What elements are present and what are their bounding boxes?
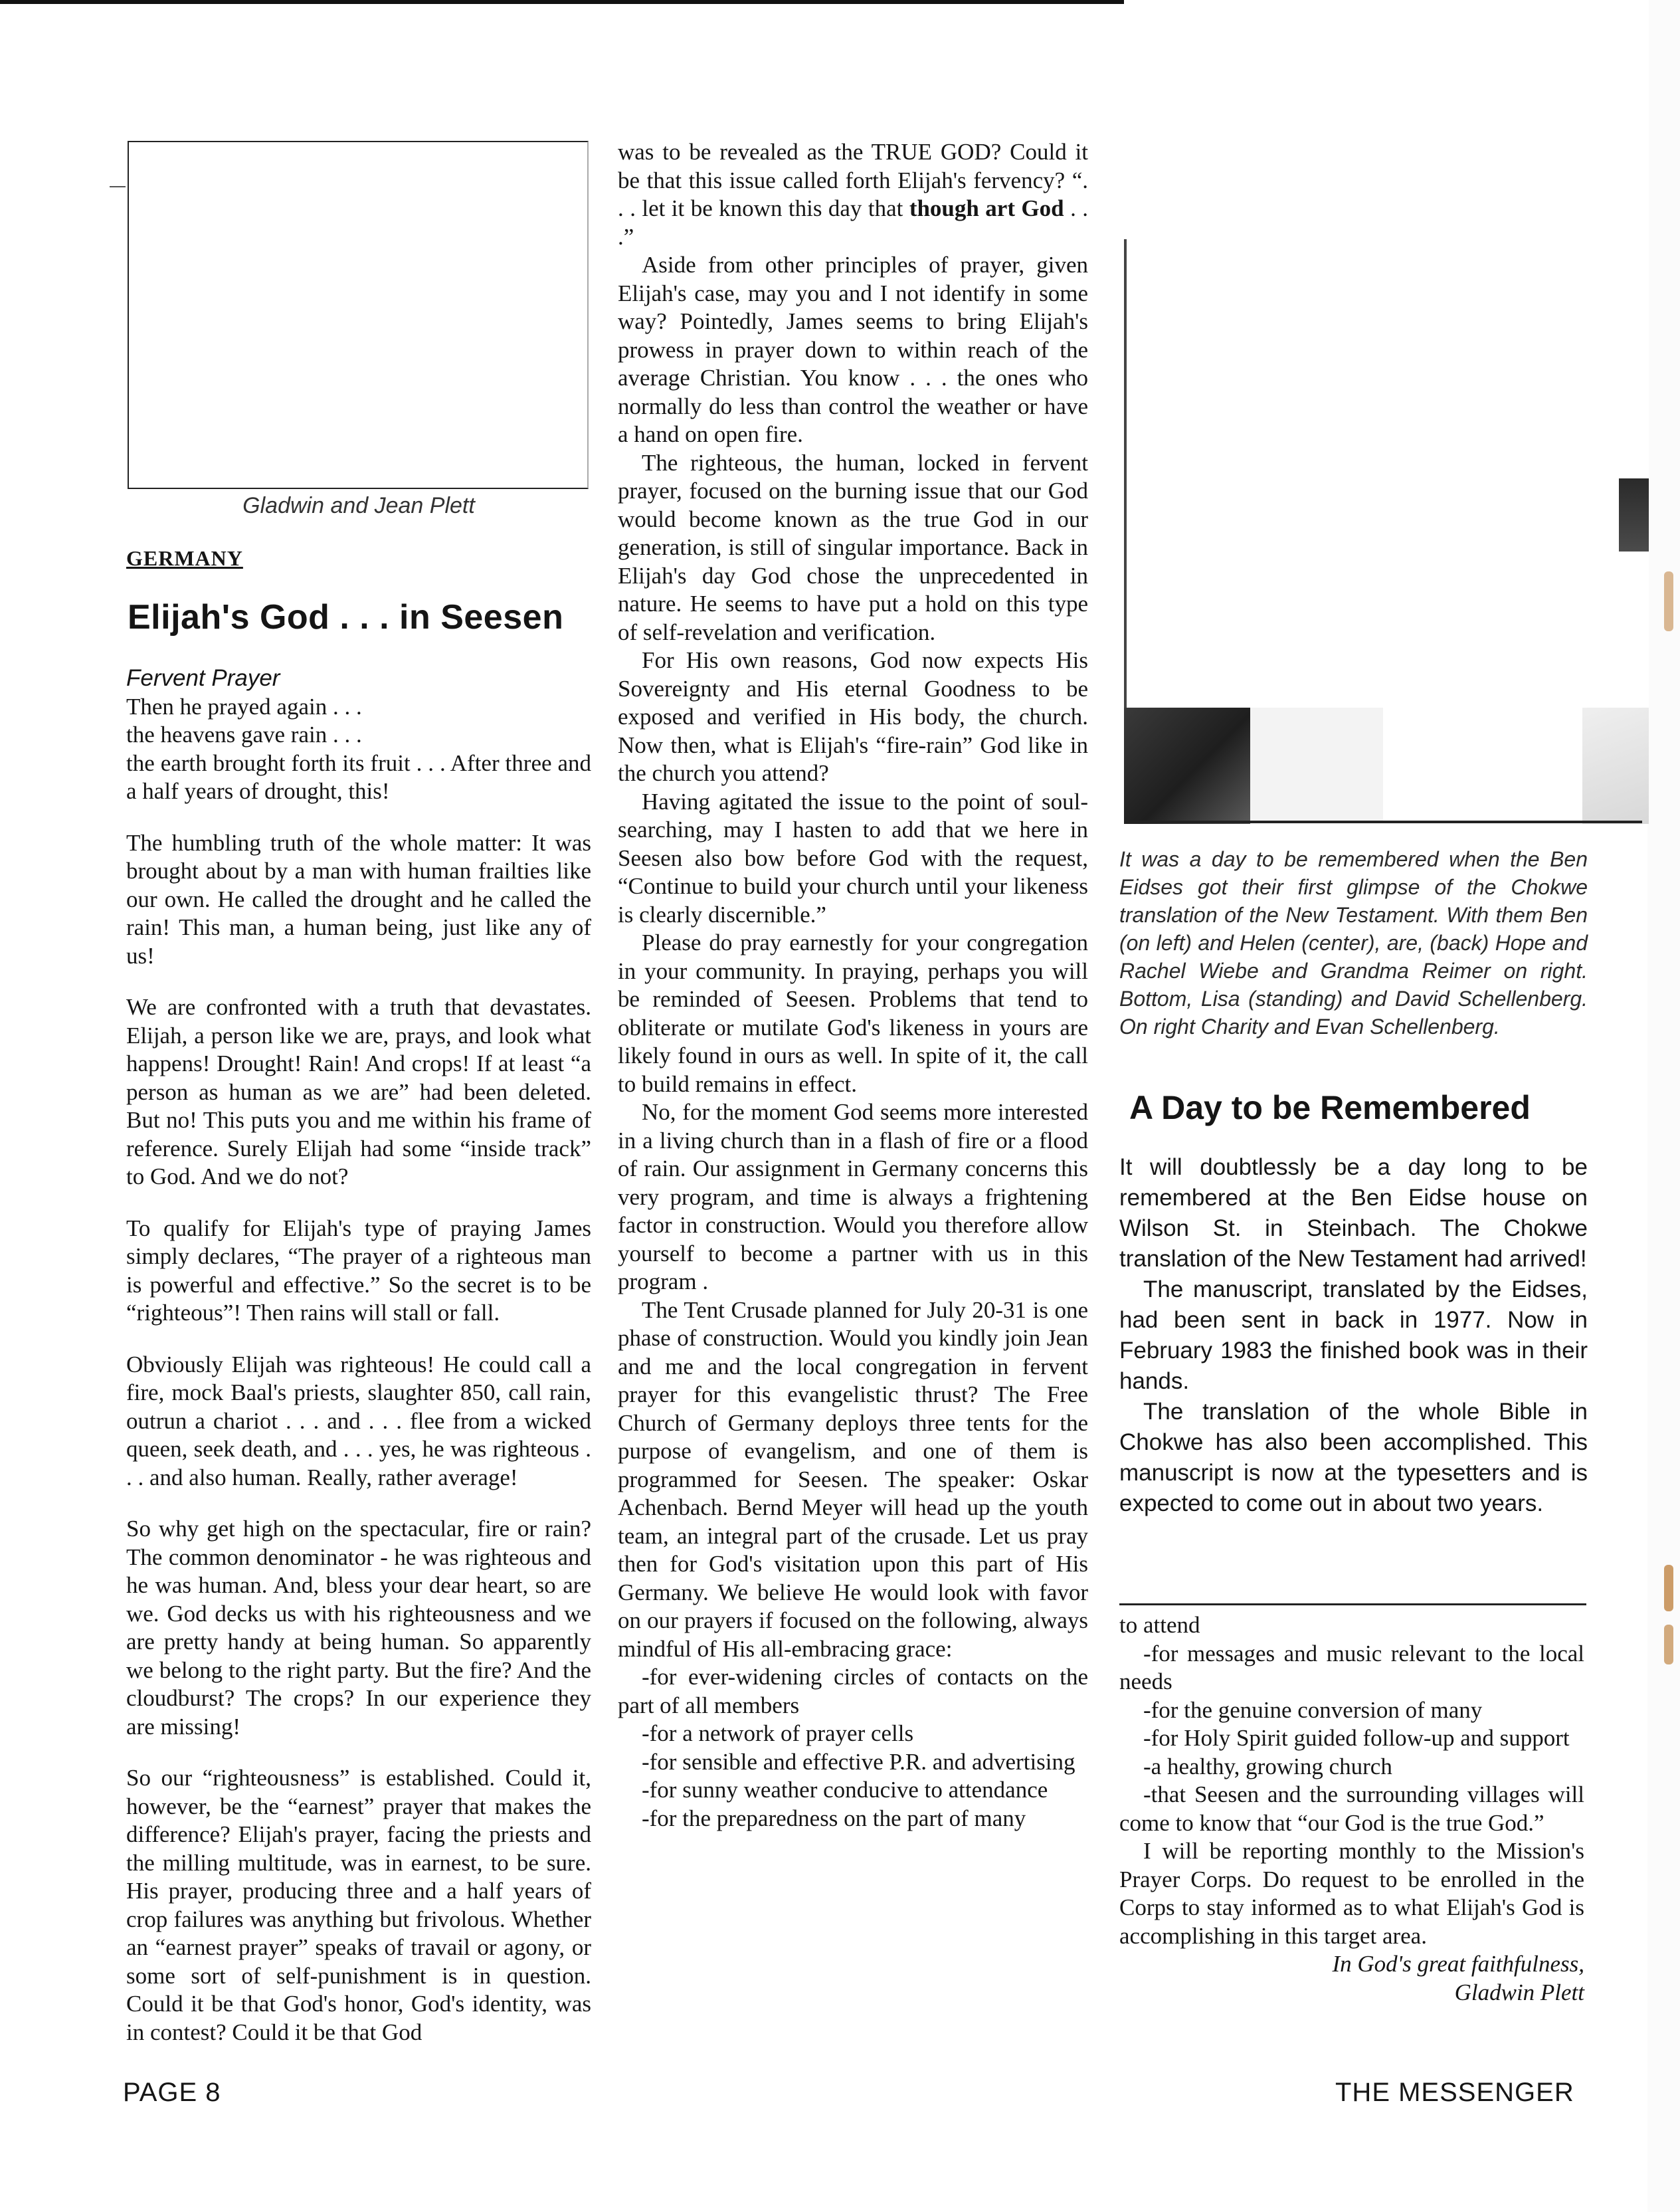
page-number: PAGE 8	[123, 2078, 221, 2107]
prayer-list-item: -for sensible and effective P.R. and advertising	[642, 1748, 1075, 1775]
prayer-list-item: -that Seesen and the surrounding villages will come to know that “our God is the true God.”	[1119, 1781, 1584, 1836]
body-paragraph: to attend	[1119, 1612, 1200, 1638]
prayer-list-item: -for Holy Spirit guided follow-up and support	[1143, 1725, 1570, 1751]
body-paragraph: The Tent Crusade planned for July 20-31 is one phase of construction. Would you kindly join Jean and me and the local congregation in fervent prayer for this evangelistic thrust? The Free Church of Germany deploys three tents for the purpose of evangelism, and one of them is programmed for Seesen. The speaker: Oskar Achenbach. Bernd Meyer will head up the youth team, an integral part of the crusade. Let us pray then for God's visitation upon this part of His Germany. We believe He would look with favor on our prayers if focused on the following, always mindful of His all-embracing grace:	[618, 1296, 1088, 1662]
column-divider-rule	[1119, 1603, 1586, 1605]
prayer-list-item: -a healthy, growing church	[1143, 1753, 1392, 1779]
body-paragraph: I will be reporting monthly to the Mission's Prayer Corps. Do request to be enrolled in the Corps to stay informed as to what Elijah's God is accomplishing in this target area.	[1119, 1838, 1584, 1949]
signature-name: Gladwin Plett	[1454, 1979, 1584, 2005]
body-paragraph: Obviously Elijah was righteous! He could call a fire, mock Baal's priests, slaughter 850, call rain, outrun a chariot . . . and . . . flee from a wicked queen, seek death, and . . . yes, he was righteous . . . and also human. Really, rather average!	[126, 1351, 591, 1490]
paper-stain	[1664, 571, 1673, 631]
body-text: . . .”	[618, 195, 1089, 250]
body-paragraph: So why get high on the spectacular, fire or rain? The common denominator - he was righteous and he was human. And, bless your dear heart, so are we. God decks us with his righteousness and we are pretty handy at being human. So apparently we belong to the right party. But the fire? And the cloudburst? The crops? In our experience they are missing!	[126, 1516, 591, 1740]
body-paragraph: No, for the moment God seems more interested in a living church than in a flash of fire or a flood of rain. Our assignment in Germany concerns this very program, and time is always a frightening factor in construction. Would you therefore allow yourself to become a partner with us in this program .	[618, 1099, 1088, 1294]
body-paragraph: The translation of the whole Bible in Chokwe has also been accomplished. This manuscript is now at the typesetters and is expected to come out in about two years.	[1119, 1399, 1588, 1516]
photo-right-corner	[1582, 708, 1649, 824]
photo-crop-mark	[110, 186, 126, 187]
body-text-bold: though art God	[909, 195, 1064, 221]
column-3-article	[1119, 1152, 1588, 1519]
photo-face-fragment	[1619, 478, 1649, 552]
body-paragraph: We are confronted with a truth that devastates. Elijah, a person like we are, prays, and look what happens! Drought! Rain! And crops! If at least “a person as human as we are” had been deleted. But no! This puts you and me within his frame of reference. Surely Elijah had some “inside track” to God. And we do not?	[126, 994, 591, 1189]
body-paragraph: The manuscript, translated by the Eidses, had been sent in back in 1977. Now in February 1983 the finished book was in their hands.	[1119, 1276, 1588, 1394]
prayer-list-item: -for the genuine conversion of many	[1143, 1696, 1483, 1723]
column-3-continuation	[1119, 1611, 1584, 2007]
photo-light-area	[1250, 708, 1383, 821]
body-paragraph: To qualify for Elijah's type of praying James simply declares, “The prayer of a righteous man is powerful and effective.” So the secret is to be “righteous”! Then rains will stall or fall.	[126, 1215, 591, 1326]
photo-bottom-edge	[1124, 821, 1642, 823]
article-subhead: Fervent Prayer	[126, 665, 280, 691]
prayer-list-item: -for a network of prayer cells	[642, 1720, 914, 1746]
body-paragraph: It will doubtlessly be a day long to be remembered at the Ben Eidse house on Wilson St. in Steinbach. The Chokwe translation of the New Testament had arrived!	[1119, 1154, 1588, 1272]
article-headline-2: A Day to be Remembered	[1129, 1089, 1531, 1126]
photo-faded-area	[1124, 0, 1649, 824]
body-paragraph: The humbling truth of the whole matter: It was brought about by a man with human frailties like our own. He called the drought and he called the rain! This man, a human being, just like any of us!	[126, 829, 591, 969]
photo-placeholder-plett	[128, 141, 589, 489]
column-2	[618, 138, 1088, 1833]
body-paragraph: For His own reasons, God now expects His Sovereignty and His eternal Goodness to be exposed and verified in His body, the church. Now then, what is Elijah's “fire-rain” God like in the church you attend?	[618, 647, 1088, 786]
prayer-list-item: -for ever-widening circles of contacts on the part of all members	[618, 1664, 1088, 1718]
poem-line: the heavens gave rain . . .	[126, 722, 362, 748]
body-text: was to be revealed as the TRUE GOD? Could it be that this issue called forth Elijah's fervency? “. . . let it be known this day that	[618, 139, 1088, 221]
body-paragraph: The righteous, the human, locked in fervent prayer, focused on the burning issue that our God would become known as the true God in our generation, is still of singular importance. Back in Elijah's day God chose the unprecedented in nature. He seems to have put a hold on this type of self-revelation and verification.	[618, 449, 1088, 645]
photo-dark-corner	[1124, 708, 1250, 824]
signature-line: In God's great faithfulness,	[1332, 1951, 1584, 1977]
top-border	[0, 0, 1124, 4]
poem-line: Then he prayed again . . .	[126, 693, 362, 720]
page-edge-shade	[1647, 0, 1680, 2212]
prayer-list-item: -for the preparedness on the part of many	[642, 1805, 1026, 1831]
body-paragraph	[618, 138, 1088, 251]
photo-caption-eidse: It was a day to be remembered when the Ben Eidses got their first glimpse of the Chokwe translation of the New Testament. With them Ben (on left) and Helen (center), are, (back) Hope and Rachel Wiebe and Grandma Reimer on right. Bottom, Lisa (standing) and David Schellenberg. On right Charity and Evan Schellenberg.	[1119, 847, 1588, 1039]
photo-caption-plett: Gladwin and Jean Plett	[242, 493, 475, 518]
publication-name: THE MESSENGER	[1335, 2078, 1574, 2107]
prayer-list-item: -for sunny weather conducive to attendance	[642, 1777, 1048, 1803]
column-1	[126, 664, 591, 2070]
body-paragraph: Aside from other principles of prayer, given Elijah's case, may you and I not identify in some way? Pointedly, James seems to bring Elijah's prowess in prayer down to within reach of the average Christian. You know . . . the ones who normally do less than control the weather or have a hand on open fire.	[618, 252, 1088, 447]
poem-line: the earth brought forth its fruit . . . After three and a half years of drought, this!	[126, 750, 591, 804]
section-label: GERMANY	[126, 546, 243, 570]
paper-stain	[1664, 1625, 1673, 1664]
body-paragraph: Having agitated the issue to the point of soul-searching, may I hasten to add that we here in Seesen also bow before God with the request, “Continue to build your church until your likeness is clearly discernible.”	[618, 788, 1088, 928]
prayer-list-item: -for messages and music relevant to the local needs	[1119, 1640, 1584, 1694]
photo-eidse-family	[1124, 0, 1649, 824]
article-headline: Elijah's God . . . in Seesen	[128, 598, 564, 637]
body-paragraph: So our “righteousness” is established. Could it, however, be the “earnest” prayer that makes the difference? Elijah's prayer, facing the priests and the milling multitude, was in earnest, to be sure. His prayer, producing three and a half years of crop failures was anything but frivolous. Whether an “earnest prayer” speaks of travail or agony, or some sort of self-punishment is in question. Could it be that God's honor, God's identity, was in contest? Could it be that God	[126, 1765, 591, 2045]
paper-stain	[1664, 1565, 1673, 1611]
body-paragraph: Please do pray earnestly for your congregation in your community. In praying, perhaps you will be reminded of Seesen. Problems that tend to obliterate or mutilate God's likeness in yours are likely found in ours as well. In spite of it, the call to build remains in effect.	[618, 930, 1088, 1097]
